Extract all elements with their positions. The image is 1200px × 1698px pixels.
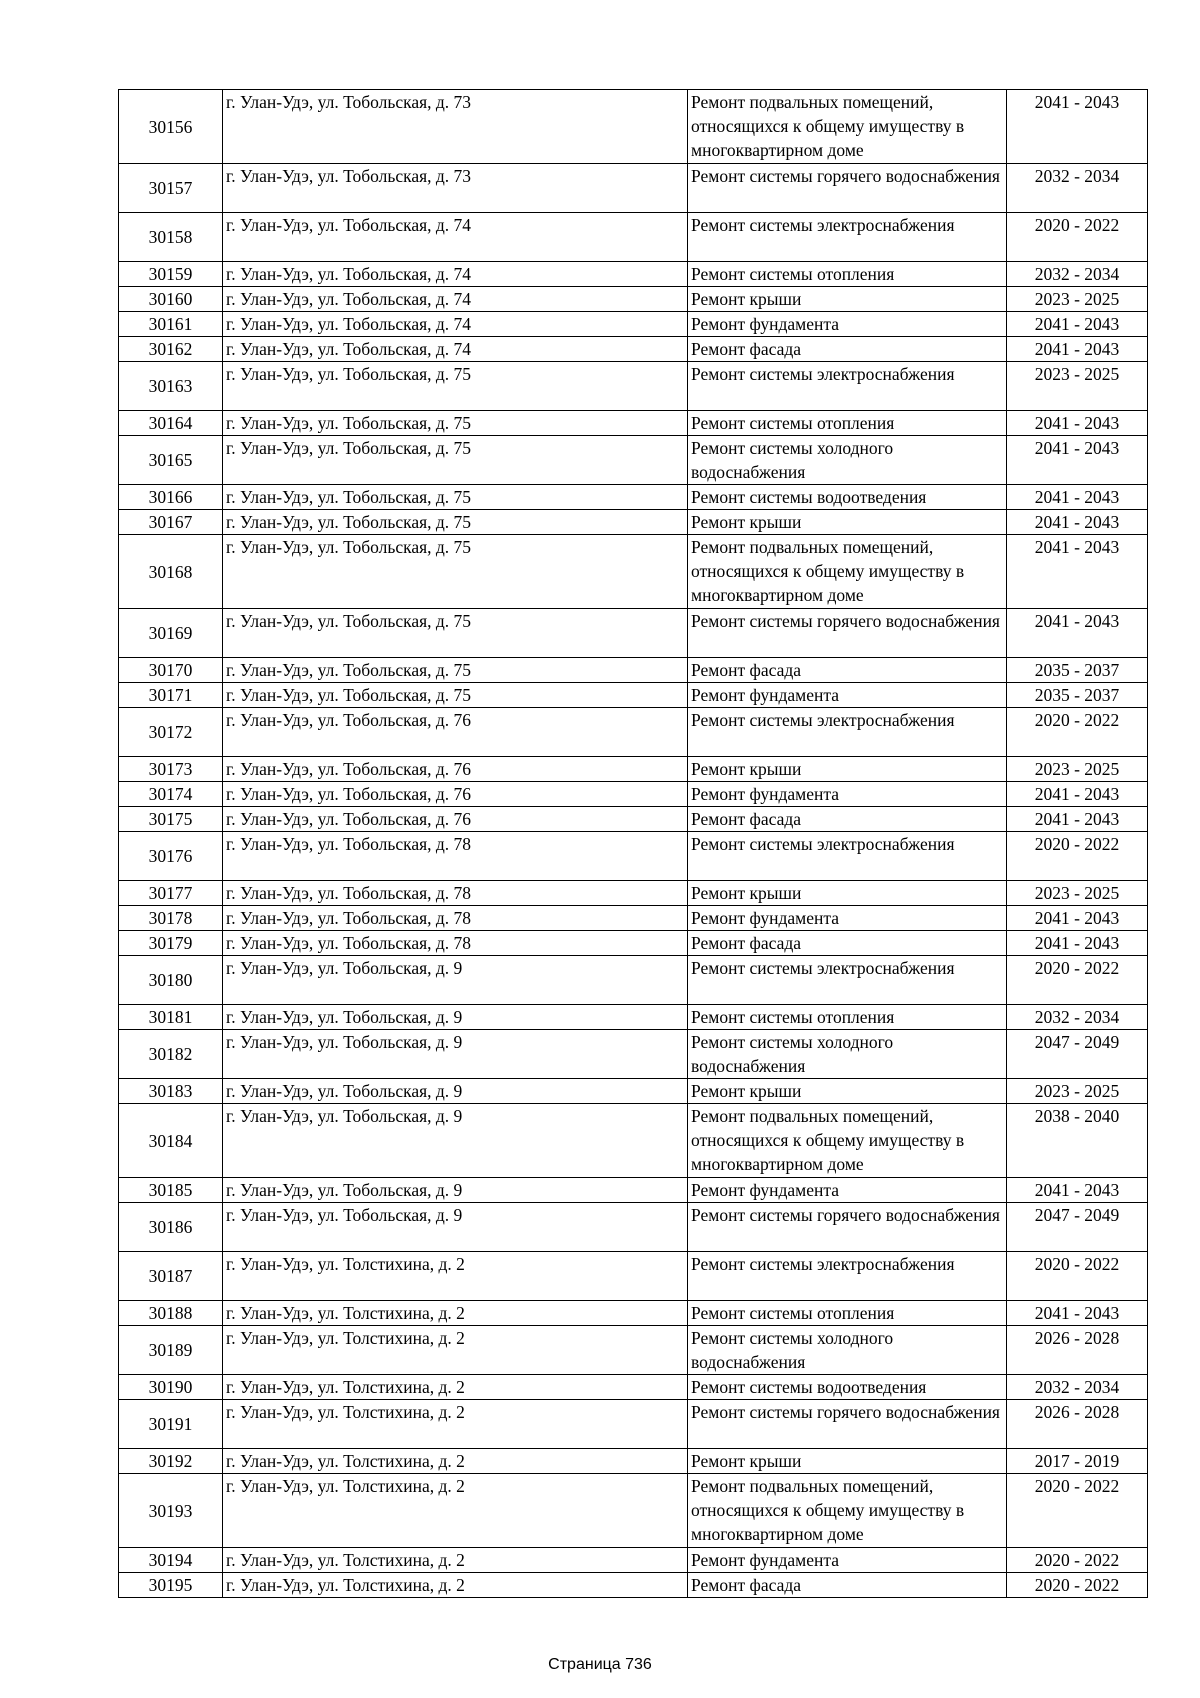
- table-row: [119, 1301, 1148, 1326]
- row-number-cell: 30176: [119, 832, 223, 881]
- years-cell: 2020 - 2022: [1007, 956, 1148, 1005]
- address-cell: г. Улан-Удэ, ул. Тобольская, д. 78: [223, 832, 688, 881]
- years-cell: 2020 - 2022: [1007, 832, 1148, 881]
- table-row: [119, 262, 1148, 287]
- table-row: [119, 337, 1148, 362]
- address-cell: г. Улан-Удэ, ул. Тобольская, д. 74: [223, 337, 688, 362]
- address-cell: г. Улан-Удэ, ул. Тобольская, д. 75: [223, 485, 688, 510]
- work-type-cell: Ремонт подвальных помещений, относящихся к общему имуществу в многоквартирном доме: [688, 1474, 1007, 1548]
- work-type-cell: Ремонт системы отопления: [688, 1301, 1007, 1326]
- years-cell: 2041 - 2043: [1007, 906, 1148, 931]
- row-number-cell: 30173: [119, 757, 223, 782]
- work-type-cell: Ремонт фундамента: [688, 782, 1007, 807]
- row-number-cell: 30187: [119, 1252, 223, 1301]
- address-cell: г. Улан-Удэ, ул. Тобольская, д. 75: [223, 609, 688, 658]
- years-cell: 2020 - 2022: [1007, 708, 1148, 757]
- table-row: [119, 906, 1148, 931]
- work-type-cell: Ремонт подвальных помещений, относящихся к общему имуществу в многоквартирном доме: [688, 90, 1007, 164]
- table-row: [119, 535, 1148, 609]
- work-type-cell: Ремонт фасада: [688, 337, 1007, 362]
- years-cell: 2041 - 2043: [1007, 931, 1148, 956]
- row-number-cell: 30169: [119, 609, 223, 658]
- row-number-cell: 30194: [119, 1548, 223, 1573]
- table-row: [119, 1178, 1148, 1203]
- address-cell: г. Улан-Удэ, ул. Толстихина, д. 2: [223, 1252, 688, 1301]
- work-type-cell: Ремонт системы водоотведения: [688, 1375, 1007, 1400]
- address-cell: г. Улан-Удэ, ул. Толстихина, д. 2: [223, 1375, 688, 1400]
- address-cell: г. Улан-Удэ, ул. Тобольская, д. 75: [223, 362, 688, 411]
- years-cell: 2026 - 2028: [1007, 1326, 1148, 1375]
- work-type-cell: Ремонт крыши: [688, 1449, 1007, 1474]
- table-row: [119, 757, 1148, 782]
- address-cell: г. Улан-Удэ, ул. Тобольская, д. 75: [223, 436, 688, 485]
- table-row: [119, 609, 1148, 658]
- years-cell: 2020 - 2022: [1007, 1548, 1148, 1573]
- table-row: [119, 1005, 1148, 1030]
- table-row: [119, 881, 1148, 906]
- table-row: [119, 708, 1148, 757]
- row-number-cell: 30183: [119, 1079, 223, 1104]
- table-row: [119, 362, 1148, 411]
- row-number-cell: 30192: [119, 1449, 223, 1474]
- row-number-cell: 30177: [119, 881, 223, 906]
- work-type-cell: Ремонт системы электроснабжения: [688, 956, 1007, 1005]
- work-type-cell: Ремонт фасада: [688, 931, 1007, 956]
- years-cell: 2023 - 2025: [1007, 362, 1148, 411]
- work-type-cell: Ремонт фасада: [688, 1573, 1007, 1598]
- work-type-cell: Ремонт системы горячего водоснабжения: [688, 609, 1007, 658]
- table-row: [119, 1326, 1148, 1375]
- address-cell: г. Улан-Удэ, ул. Тобольская, д. 75: [223, 411, 688, 436]
- address-cell: г. Улан-Удэ, ул. Тобольская, д. 78: [223, 881, 688, 906]
- row-number-cell: 30182: [119, 1030, 223, 1079]
- work-type-cell: Ремонт системы электроснабжения: [688, 213, 1007, 262]
- table-row: [119, 1573, 1148, 1598]
- work-type-cell: Ремонт фасада: [688, 807, 1007, 832]
- table-row: [119, 1104, 1148, 1178]
- years-cell: 2047 - 2049: [1007, 1203, 1148, 1252]
- table-row: [119, 1449, 1148, 1474]
- years-cell: 2038 - 2040: [1007, 1104, 1148, 1178]
- address-cell: г. Улан-Удэ, ул. Тобольская, д. 73: [223, 164, 688, 213]
- work-type-cell: Ремонт системы отопления: [688, 411, 1007, 436]
- work-type-cell: Ремонт подвальных помещений, относящихся к общему имуществу в многоквартирном доме: [688, 535, 1007, 609]
- years-cell: 2041 - 2043: [1007, 1178, 1148, 1203]
- work-type-cell: Ремонт системы горячего водоснабжения: [688, 164, 1007, 213]
- address-cell: г. Улан-Удэ, ул. Тобольская, д. 76: [223, 782, 688, 807]
- row-number-cell: 30159: [119, 262, 223, 287]
- work-type-cell: Ремонт системы горячего водоснабжения: [688, 1203, 1007, 1252]
- table-row: [119, 485, 1148, 510]
- address-cell: г. Улан-Удэ, ул. Толстихина, д. 2: [223, 1301, 688, 1326]
- row-number-cell: 30172: [119, 708, 223, 757]
- table-row: [119, 1400, 1148, 1449]
- years-cell: 2041 - 2043: [1007, 1301, 1148, 1326]
- years-cell: 2041 - 2043: [1007, 807, 1148, 832]
- row-number-cell: 30174: [119, 782, 223, 807]
- row-number-cell: 30170: [119, 658, 223, 683]
- years-cell: 2041 - 2043: [1007, 485, 1148, 510]
- work-type-cell: Ремонт системы отопления: [688, 1005, 1007, 1030]
- work-type-cell: Ремонт крыши: [688, 1079, 1007, 1104]
- address-cell: г. Улан-Удэ, ул. Тобольская, д. 74: [223, 262, 688, 287]
- row-number-cell: 30180: [119, 956, 223, 1005]
- years-cell: 2017 - 2019: [1007, 1449, 1148, 1474]
- address-cell: г. Улан-Удэ, ул. Тобольская, д. 74: [223, 312, 688, 337]
- address-cell: г. Улан-Удэ, ул. Тобольская, д. 9: [223, 1005, 688, 1030]
- address-cell: г. Улан-Удэ, ул. Толстихина, д. 2: [223, 1573, 688, 1598]
- row-number-cell: 30171: [119, 683, 223, 708]
- row-number-cell: 30164: [119, 411, 223, 436]
- years-cell: 2041 - 2043: [1007, 535, 1148, 609]
- work-type-cell: Ремонт системы отопления: [688, 262, 1007, 287]
- table-row: [119, 931, 1148, 956]
- address-cell: г. Улан-Удэ, ул. Тобольская, д. 9: [223, 1030, 688, 1079]
- work-type-cell: Ремонт системы холодного водоснабжения: [688, 1030, 1007, 1079]
- work-type-cell: Ремонт крыши: [688, 757, 1007, 782]
- work-type-cell: Ремонт фундамента: [688, 1548, 1007, 1573]
- work-type-cell: Ремонт крыши: [688, 881, 1007, 906]
- address-cell: г. Улан-Удэ, ул. Тобольская, д. 74: [223, 213, 688, 262]
- address-cell: г. Улан-Удэ, ул. Тобольская, д. 9: [223, 1104, 688, 1178]
- table-row: [119, 411, 1148, 436]
- work-type-cell: Ремонт подвальных помещений, относящихся к общему имуществу в многоквартирном доме: [688, 1104, 1007, 1178]
- work-type-cell: Ремонт системы электроснабжения: [688, 1252, 1007, 1301]
- years-cell: 2032 - 2034: [1007, 262, 1148, 287]
- years-cell: 2041 - 2043: [1007, 609, 1148, 658]
- work-type-cell: Ремонт фасада: [688, 658, 1007, 683]
- address-cell: г. Улан-Удэ, ул. Толстихина, д. 2: [223, 1449, 688, 1474]
- table-row: [119, 1474, 1148, 1548]
- table-row: [119, 287, 1148, 312]
- work-type-cell: Ремонт крыши: [688, 287, 1007, 312]
- address-cell: г. Улан-Удэ, ул. Тобольская, д. 76: [223, 807, 688, 832]
- work-type-cell: Ремонт системы горячего водоснабжения: [688, 1400, 1007, 1449]
- work-type-cell: Ремонт крыши: [688, 510, 1007, 535]
- work-type-cell: Ремонт системы электроснабжения: [688, 708, 1007, 757]
- years-cell: 2023 - 2025: [1007, 881, 1148, 906]
- years-cell: 2020 - 2022: [1007, 1252, 1148, 1301]
- years-cell: 2035 - 2037: [1007, 683, 1148, 708]
- address-cell: г. Улан-Удэ, ул. Тобольская, д. 9: [223, 1178, 688, 1203]
- years-cell: 2047 - 2049: [1007, 1030, 1148, 1079]
- row-number-cell: 30186: [119, 1203, 223, 1252]
- years-cell: 2041 - 2043: [1007, 90, 1148, 164]
- row-number-cell: 30195: [119, 1573, 223, 1598]
- address-cell: г. Улан-Удэ, ул. Толстихина, д. 2: [223, 1326, 688, 1375]
- work-type-cell: Ремонт системы холодного водоснабжения: [688, 436, 1007, 485]
- address-cell: г. Улан-Удэ, ул. Толстихина, д. 2: [223, 1474, 688, 1548]
- years-cell: 2032 - 2034: [1007, 164, 1148, 213]
- address-cell: г. Улан-Удэ, ул. Тобольская, д. 75: [223, 510, 688, 535]
- table-row: [119, 1252, 1148, 1301]
- years-cell: 2023 - 2025: [1007, 757, 1148, 782]
- table-row: [119, 683, 1148, 708]
- address-cell: г. Улан-Удэ, ул. Тобольская, д. 9: [223, 1079, 688, 1104]
- table-row: [119, 832, 1148, 881]
- years-cell: 2020 - 2022: [1007, 1474, 1148, 1548]
- address-cell: г. Улан-Удэ, ул. Тобольская, д. 74: [223, 287, 688, 312]
- address-cell: г. Улан-Удэ, ул. Толстихина, д. 2: [223, 1548, 688, 1573]
- row-number-cell: 30160: [119, 287, 223, 312]
- registry-table: [118, 89, 1148, 1598]
- years-cell: 2041 - 2043: [1007, 411, 1148, 436]
- table-row: [119, 782, 1148, 807]
- address-cell: г. Улан-Удэ, ул. Тобольская, д. 78: [223, 906, 688, 931]
- row-number-cell: 30185: [119, 1178, 223, 1203]
- row-number-cell: 30178: [119, 906, 223, 931]
- row-number-cell: 30158: [119, 213, 223, 262]
- row-number-cell: 30175: [119, 807, 223, 832]
- work-type-cell: Ремонт фундамента: [688, 683, 1007, 708]
- row-number-cell: 30162: [119, 337, 223, 362]
- address-cell: г. Улан-Удэ, ул. Тобольская, д. 76: [223, 708, 688, 757]
- row-number-cell: 30163: [119, 362, 223, 411]
- row-number-cell: 30167: [119, 510, 223, 535]
- row-number-cell: 30184: [119, 1104, 223, 1178]
- address-cell: г. Улан-Удэ, ул. Тобольская, д. 75: [223, 535, 688, 609]
- table-row: [119, 807, 1148, 832]
- registry-table-body: [119, 90, 1148, 1598]
- years-cell: 2041 - 2043: [1007, 510, 1148, 535]
- table-row: [119, 436, 1148, 485]
- row-number-cell: 30179: [119, 931, 223, 956]
- years-cell: 2026 - 2028: [1007, 1400, 1148, 1449]
- address-cell: г. Улан-Удэ, ул. Тобольская, д. 9: [223, 956, 688, 1005]
- row-number-cell: 30181: [119, 1005, 223, 1030]
- page-number: Страница 736: [548, 1656, 652, 1673]
- table-row: [119, 90, 1148, 164]
- years-cell: 2041 - 2043: [1007, 436, 1148, 485]
- years-cell: 2032 - 2034: [1007, 1375, 1148, 1400]
- work-type-cell: Ремонт фундамента: [688, 906, 1007, 931]
- row-number-cell: 30168: [119, 535, 223, 609]
- table-row: [119, 956, 1148, 1005]
- table-row: [119, 1079, 1148, 1104]
- table-row: [119, 213, 1148, 262]
- years-cell: 2023 - 2025: [1007, 1079, 1148, 1104]
- table-row: [119, 510, 1148, 535]
- work-type-cell: Ремонт фундамента: [688, 312, 1007, 337]
- years-cell: 2032 - 2034: [1007, 1005, 1148, 1030]
- work-type-cell: Ремонт системы холодного водоснабжения: [688, 1326, 1007, 1375]
- years-cell: 2041 - 2043: [1007, 337, 1148, 362]
- address-cell: г. Улан-Удэ, ул. Тобольская, д. 75: [223, 658, 688, 683]
- address-cell: г. Улан-Удэ, ул. Тобольская, д. 9: [223, 1203, 688, 1252]
- row-number-cell: 30189: [119, 1326, 223, 1375]
- work-type-cell: Ремонт фундамента: [688, 1178, 1007, 1203]
- row-number-cell: 30161: [119, 312, 223, 337]
- table-row: [119, 1548, 1148, 1573]
- row-number-cell: 30188: [119, 1301, 223, 1326]
- work-type-cell: Ремонт системы электроснабжения: [688, 832, 1007, 881]
- years-cell: 2035 - 2037: [1007, 658, 1148, 683]
- years-cell: 2023 - 2025: [1007, 287, 1148, 312]
- address-cell: г. Улан-Удэ, ул. Тобольская, д. 73: [223, 90, 688, 164]
- row-number-cell: 30190: [119, 1375, 223, 1400]
- row-number-cell: 30193: [119, 1474, 223, 1548]
- years-cell: 2041 - 2043: [1007, 782, 1148, 807]
- years-cell: 2041 - 2043: [1007, 312, 1148, 337]
- address-cell: г. Улан-Удэ, ул. Тобольская, д. 75: [223, 683, 688, 708]
- years-cell: 2020 - 2022: [1007, 213, 1148, 262]
- address-cell: г. Улан-Удэ, ул. Тобольская, д. 76: [223, 757, 688, 782]
- row-number-cell: 30157: [119, 164, 223, 213]
- table-row: [119, 1375, 1148, 1400]
- address-cell: г. Улан-Удэ, ул. Тобольская, д. 78: [223, 931, 688, 956]
- table-row: [119, 1203, 1148, 1252]
- table-row: [119, 164, 1148, 213]
- table-row: [119, 658, 1148, 683]
- row-number-cell: 30165: [119, 436, 223, 485]
- address-cell: г. Улан-Удэ, ул. Толстихина, д. 2: [223, 1400, 688, 1449]
- work-type-cell: Ремонт системы электроснабжения: [688, 362, 1007, 411]
- years-cell: 2020 - 2022: [1007, 1573, 1148, 1598]
- row-number-cell: 30156: [119, 90, 223, 164]
- row-number-cell: 30191: [119, 1400, 223, 1449]
- row-number-cell: 30166: [119, 485, 223, 510]
- table-row: [119, 1030, 1148, 1079]
- table-row: [119, 312, 1148, 337]
- work-type-cell: Ремонт системы водоотведения: [688, 485, 1007, 510]
